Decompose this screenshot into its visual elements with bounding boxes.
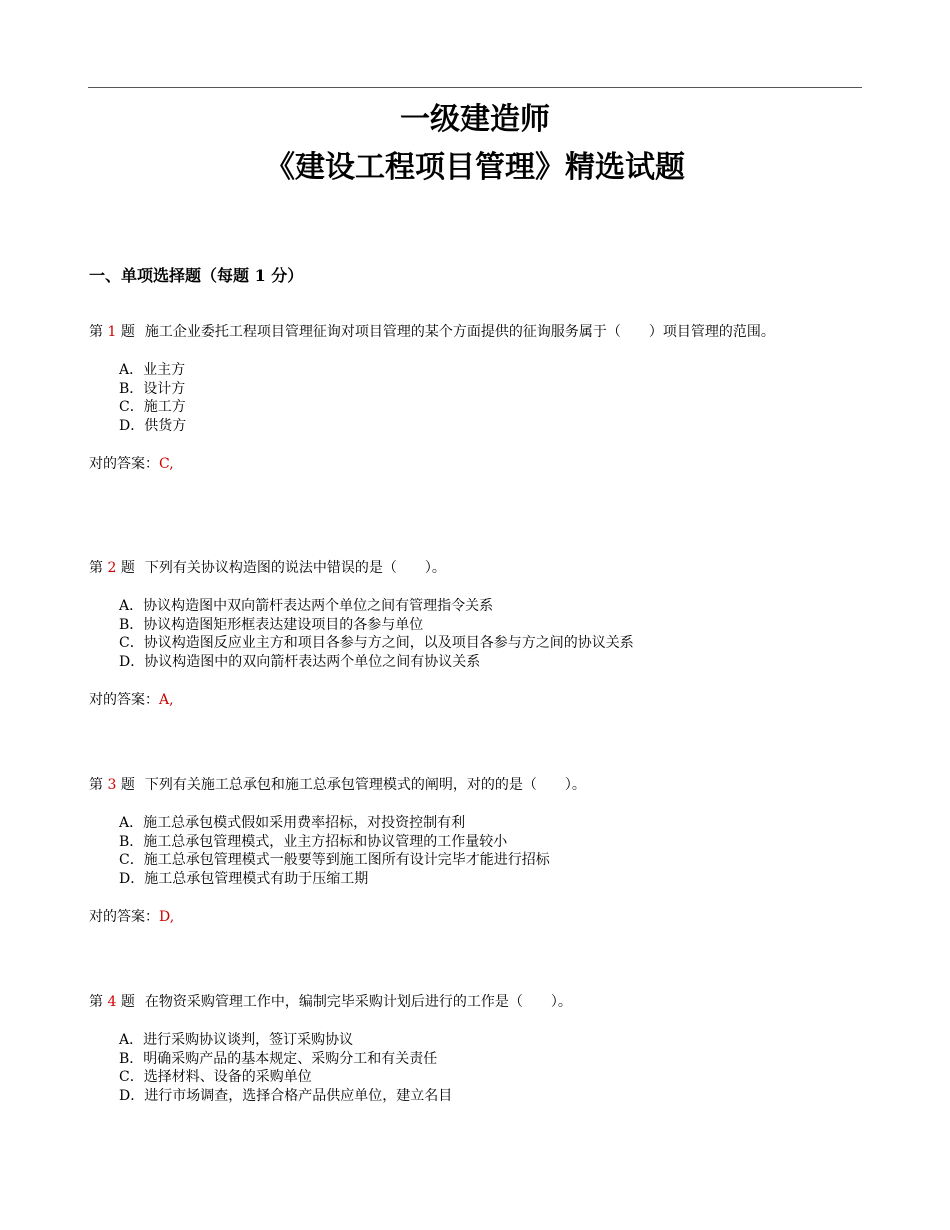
question-prefix: 第: [89, 777, 103, 793]
option-b: B．明确采购产品的基本规定、采购分工和有关责任: [119, 1050, 438, 1067]
option-b: B．设计方: [119, 380, 186, 397]
question-prefix: 第: [89, 560, 103, 576]
question-suffix: 题: [120, 994, 135, 1010]
question-stem: [89, 993, 859, 1011]
question-2: [89, 559, 859, 709]
question-text: 下列有关施工总承包和施工总承包管理模式的阐明，对的的是（ ）。: [144, 777, 586, 793]
option-list: [119, 597, 859, 671]
question-number: 3: [107, 777, 117, 793]
question-prefix: 第: [89, 994, 103, 1010]
question-number: 4: [107, 994, 117, 1010]
answer-line: [89, 691, 859, 709]
answer-label: 对的答案：: [89, 456, 159, 472]
option-list: [119, 1031, 859, 1105]
question-number: 1: [107, 324, 117, 340]
option-b: B．施工总承包管理模式，业主方招标和协议管理的工作量较小: [119, 833, 508, 850]
answer-label: 对的答案：: [89, 692, 159, 708]
question-stem: [89, 323, 859, 341]
question-4: [89, 993, 859, 1105]
question-suffix: 题: [120, 324, 135, 340]
option-d: D．施工总承包管理模式有助于压缩工期: [119, 870, 369, 887]
question-number: 2: [107, 560, 117, 576]
question-3: [89, 776, 859, 926]
question-text: 在物资采购管理工作中，编制完毕采购计划后进行的工作是（ ）。: [144, 994, 572, 1010]
question-prefix: 第: [89, 324, 103, 340]
option-list: [119, 814, 859, 888]
document-title: 一级建造师: [400, 102, 550, 137]
question-suffix: 题: [120, 560, 135, 576]
option-a: A．施工总承包模式假如采用费率招标，对投资控制有利: [119, 815, 466, 831]
answer-label: 对的答案：: [89, 909, 159, 925]
question-stem: [89, 776, 859, 794]
question-suffix: 题: [120, 777, 135, 793]
option-b: B．协议构造图矩形框表达建设项目的各参与单位: [119, 616, 424, 633]
option-d: D．供货方: [119, 417, 187, 434]
answer-value: A,: [159, 692, 174, 708]
option-c: C．施工方: [119, 399, 186, 415]
option-a: A．协议构造图中双向箭杆表达两个单位之间有管理指令关系: [119, 598, 494, 614]
answer-value: C,: [159, 456, 174, 472]
option-a: A．进行采购协议谈判，签订采购协议: [119, 1032, 354, 1048]
document-subtitle: 《建设工程项目管理》精选试题: [265, 150, 685, 185]
option-d: D．协议构造图中的双向箭杆表达两个单位之间有协议关系: [119, 653, 481, 670]
question-text: 下列有关协议构造图的说法中错误的是（ ）。: [144, 560, 446, 576]
question-stem: [89, 559, 859, 577]
question-text: 施工企业委托工程项目管理征询对项目管理的某个方面提供的征询服务属于（ ）项目管理的范围。: [144, 324, 775, 340]
answer-line: [89, 908, 859, 926]
option-d: D．进行市场调查，选择合格产品供应单位，建立名目: [119, 1087, 453, 1104]
answer-line: [89, 455, 859, 473]
question-1: [89, 323, 859, 473]
option-c: C．选择材料、设备的采购单位: [119, 1069, 312, 1085]
answer-value: D,: [159, 909, 175, 925]
section-heading: 一、单项选择题（每题 1 分）: [89, 266, 304, 285]
header-rule: [88, 87, 862, 88]
option-list: [119, 361, 859, 435]
option-c: C．施工总承包管理模式一般要等到施工图所有设计完毕才能进行招标: [119, 852, 550, 868]
option-c: C．协议构造图反应业主方和项目各参与方之间，以及项目各参与方之间的协议关系: [119, 635, 634, 651]
option-a: A．业主方: [119, 362, 186, 378]
